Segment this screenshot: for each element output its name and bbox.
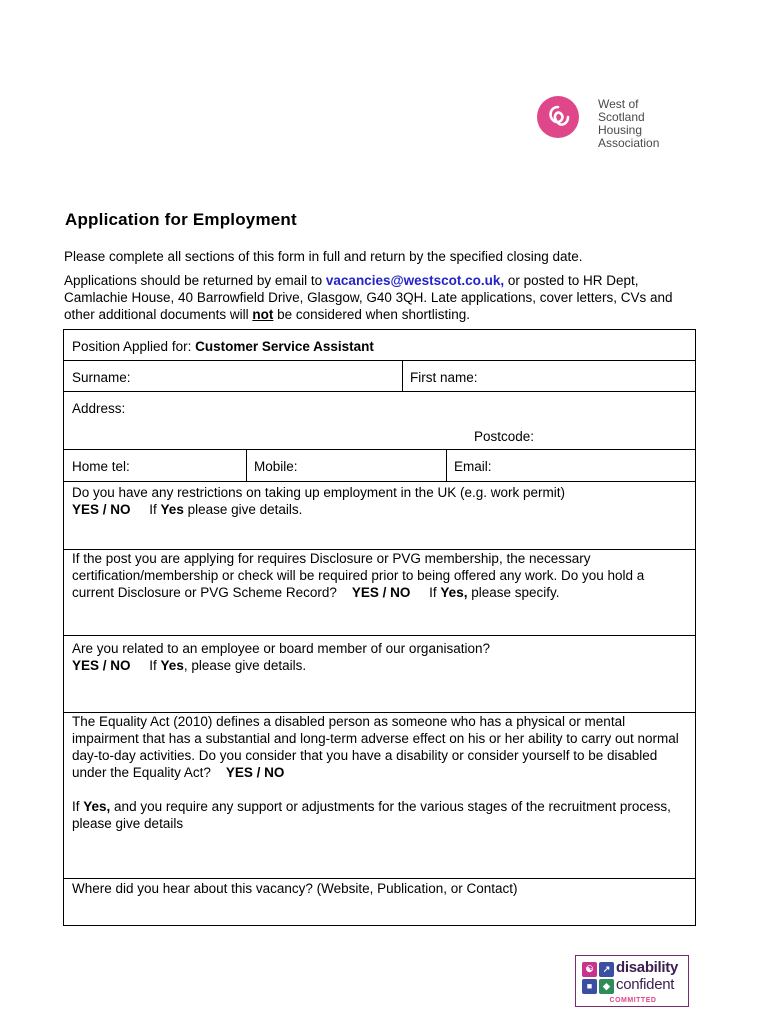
address-field[interactable]: Address: xyxy=(72,401,126,416)
return-instructions: Applications should be returned by email to vacancies@westscot.co.uk, or posted to HR Dept, Camlachie House, 40 Barrowfield Drive, Glasgow, G40 3QH. Late applications, cover letters, CVs and other additional documents will not be considered when shortlisting. xyxy=(64,273,673,322)
contact-row xyxy=(64,449,695,482)
restrictions-row xyxy=(64,481,695,550)
logo-swirl-icon xyxy=(537,96,579,138)
email-link[interactable]: vacancies@westscot.co.uk, xyxy=(325,273,505,288)
postcode-field[interactable]: Postcode: xyxy=(474,429,535,444)
badge-level: COMMITTED xyxy=(604,995,662,1006)
equality-row xyxy=(64,712,695,879)
intro-text: Please complete all sections of this form in full and return by the specified closing date. xyxy=(64,249,583,264)
email-field[interactable]: Email: xyxy=(454,459,492,474)
disclosure-row xyxy=(64,549,695,636)
chart-icon: ↗ xyxy=(599,962,614,977)
vacancy-source-field[interactable]: Where did you hear about this vacancy? (Website, Publication, or Contact) xyxy=(72,881,518,896)
vacancy-source-row xyxy=(64,878,695,927)
position-field[interactable]: Position Applied for: Customer Service Assistant xyxy=(72,339,374,354)
position-row xyxy=(64,330,695,360)
surname-field[interactable]: Surname: xyxy=(72,370,131,385)
disability-confident-badge xyxy=(575,955,689,1007)
mobile-field[interactable]: Mobile: xyxy=(254,459,298,474)
application-form xyxy=(63,329,696,926)
name-row xyxy=(64,360,695,392)
equality-field[interactable]: The Equality Act (2010) defines a disabled person as someone who has a physical or mental impairment that has a substantial and long-term adverse effect on his or her ability to carry out normal day-to-day activities. Do you consider that you have a disability or consider yourself to be disabled under the Equality Act? YES / NO If Yes, and you require any support or adjustments for the various stages of the recruitment process, please give details xyxy=(72,714,679,831)
organisation-logo xyxy=(537,96,687,154)
page-title: Application for Employment xyxy=(65,210,297,229)
people-icon: ☯ xyxy=(582,962,597,977)
restrictions-field[interactable]: Do you have any restrictions on taking up employment in the UK (e.g. work permit) YES / NO If Yes please give details. xyxy=(72,485,565,517)
logo-text: West of Scotland Housing Association xyxy=(598,97,660,150)
lock-icon: ■ xyxy=(582,979,597,994)
badge-word-disability: disability xyxy=(616,959,679,976)
puzzle-icon: ◆ xyxy=(599,979,614,994)
related-field[interactable]: Are you related to an employee or board member of our organisation? YES / NO If Yes, please give details. xyxy=(72,641,490,673)
address-row xyxy=(64,391,695,450)
badge-word-confident: confident xyxy=(616,976,675,993)
disclosure-field[interactable]: If the post you are applying for requires Disclosure or PVG membership, the necessary certification/membership or check will be required prior to being offered any work. Do you hold a current Disclosure or PVG Scheme Record? YES / NO If Yes, please specify. xyxy=(72,551,645,600)
home-tel-field[interactable]: Home tel: xyxy=(72,459,130,474)
related-row xyxy=(64,635,695,713)
first-name-field[interactable]: First name: xyxy=(410,370,478,385)
